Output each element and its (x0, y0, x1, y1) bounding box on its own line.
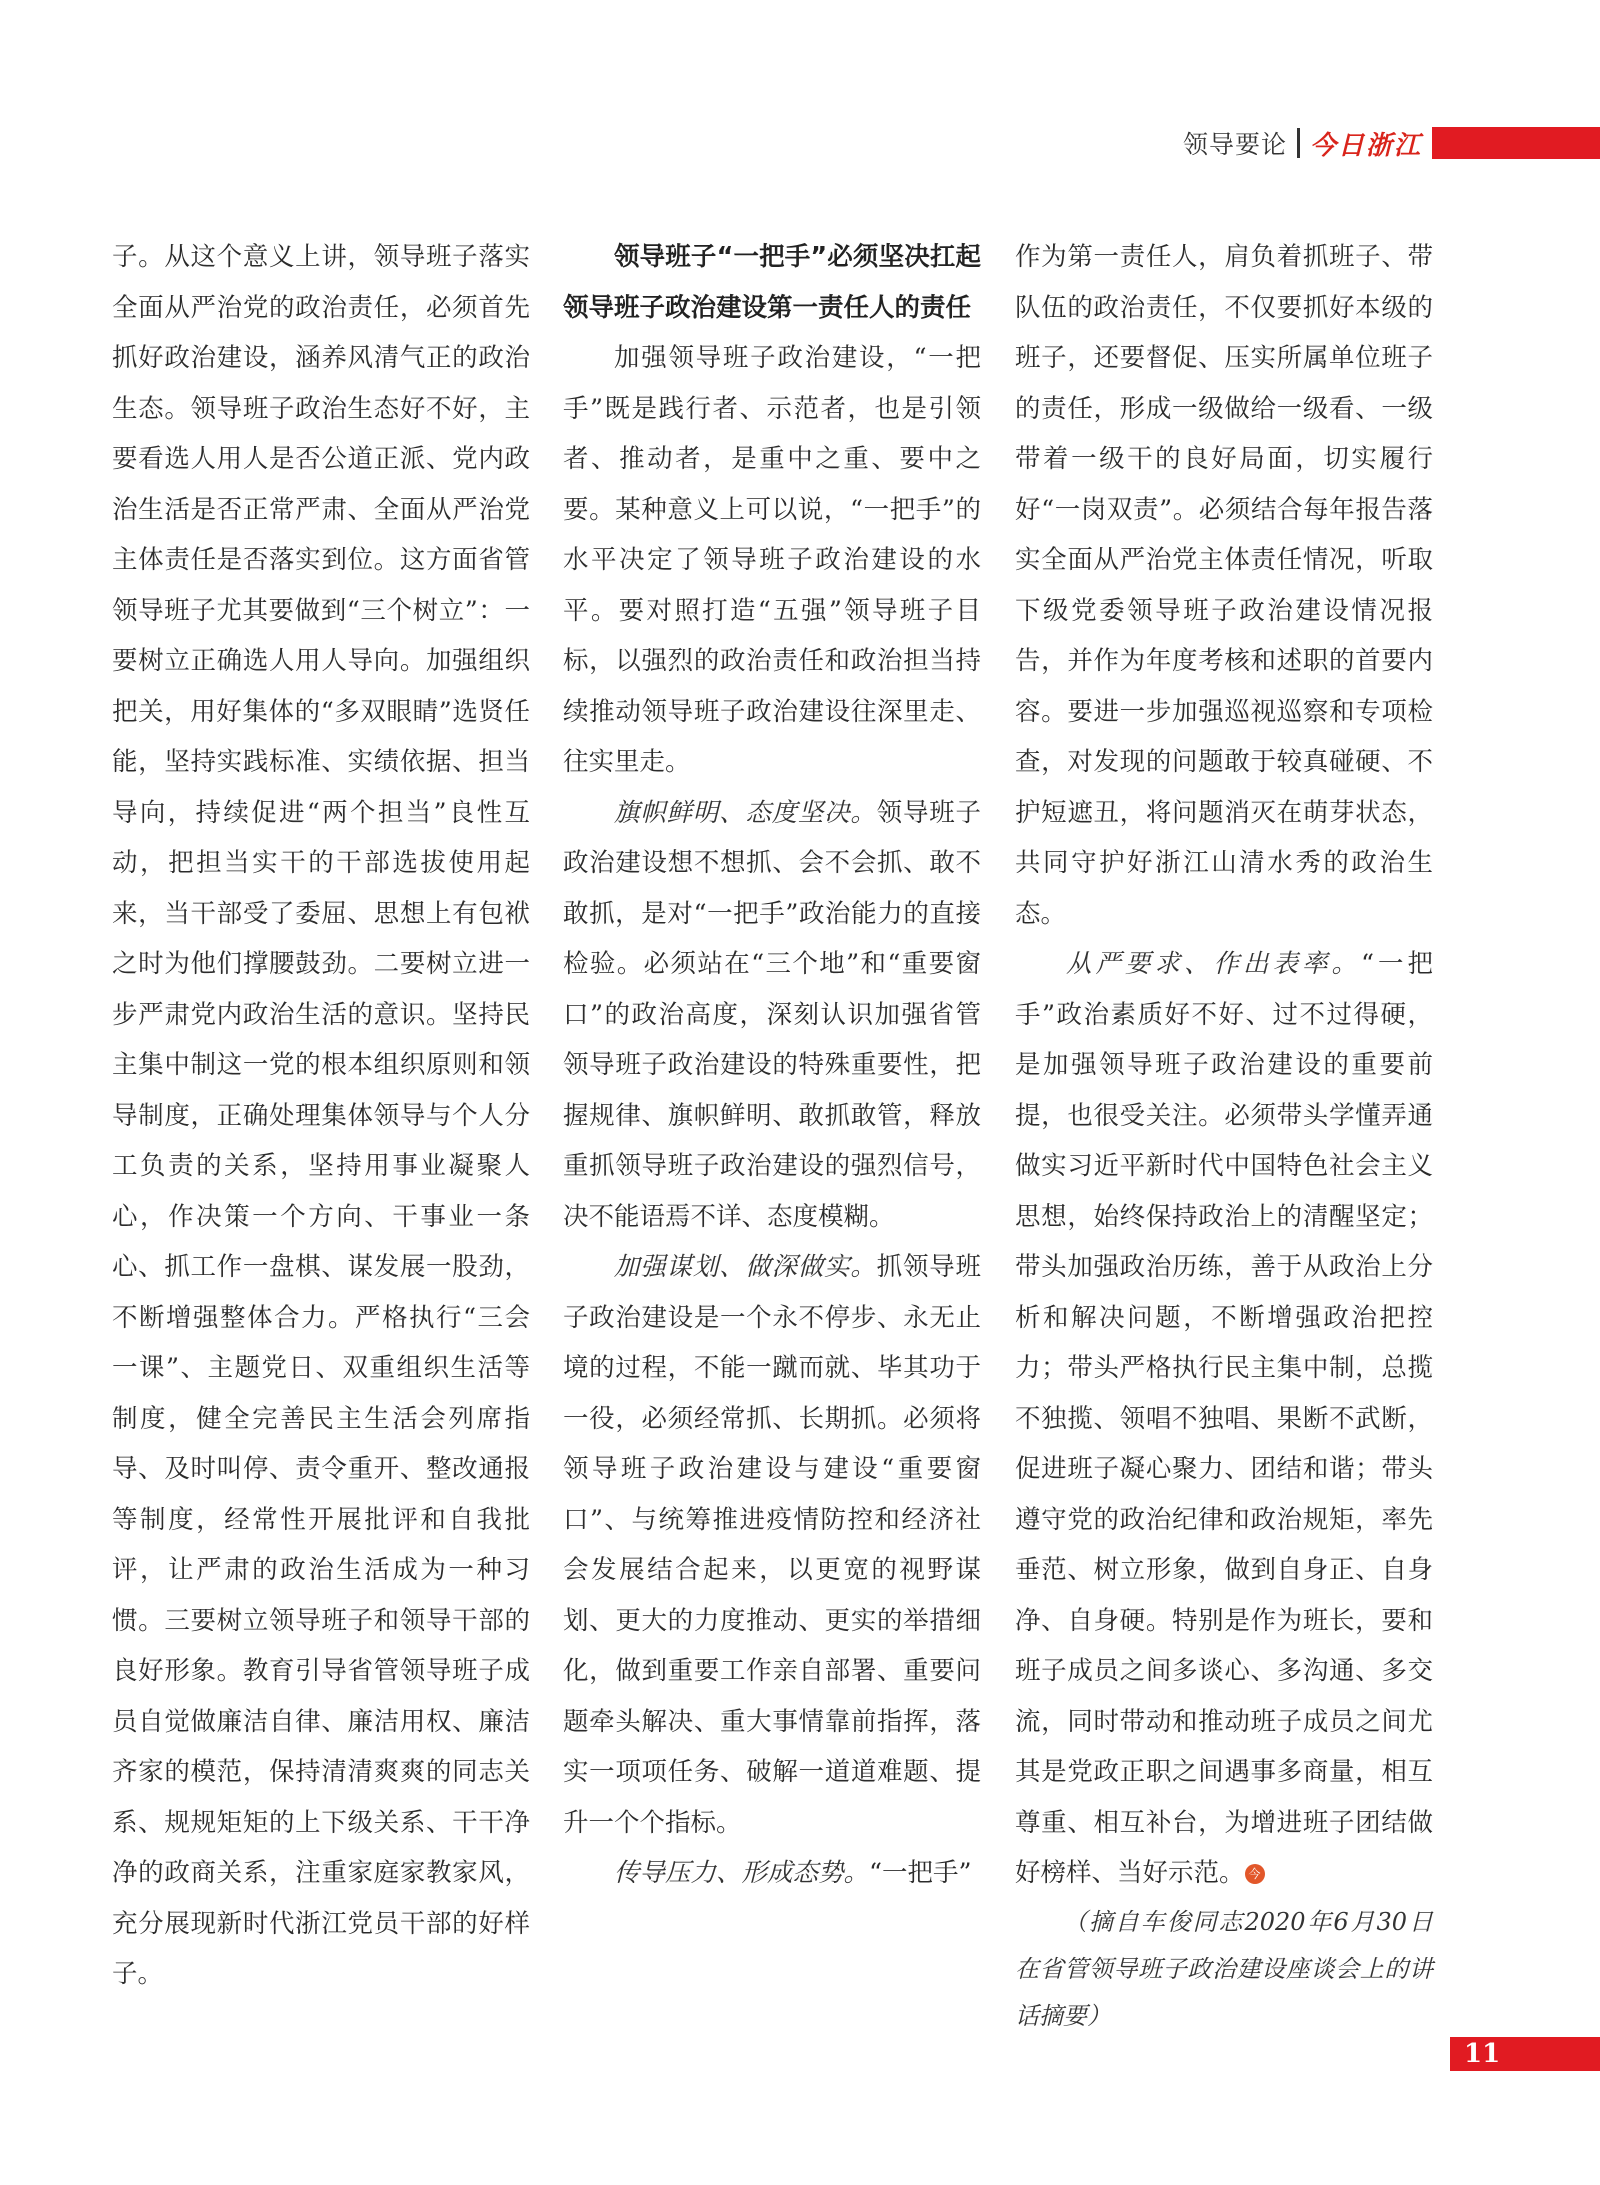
column-2 (563, 232, 981, 1899)
lead-phrase: 加强谋划、做深做实。 (614, 1252, 877, 1282)
section-label: 领导要论 (1182, 130, 1287, 159)
lead-phrase: 旗帜鲜明、态度坚决。 (614, 797, 877, 828)
header-divider (1297, 128, 1300, 158)
col2-paragraph-2 (563, 788, 981, 1243)
end-mark-icon: 今 (1245, 1864, 1265, 1884)
column-1 (112, 232, 530, 2000)
paragraph-body: 抓领导班子政治建设是一个永不停步、永无止境的过程，不能一蹴而就、毕其功于一役，必须经常抓、长期抓。必须将领导班子政治建设与建设“重要窗口”、与统筹推进疫情防控和经济社会发展结合起来，以更宽的视野谋划、更大的力度推动、更实的举措细化，做到重要工作亲自部署、重要问题牵头解决、重大事情靠前指挥，落实一项项任务、破解一道道难题、提升一个个指标。 (563, 1252, 981, 1838)
col2-paragraph-4 (563, 1848, 981, 1899)
col3-paragraph-2 (1015, 939, 1433, 1899)
col3-paragraph-1: 作为第一责任人，肩负着抓班子、带队伍的政治责任，不仅要抓好本级的班子，还要督促、压实所属单位班子的责任，形成一级做给一级看、一级带着一级干的良好局面，切实履行好“一岗双责”。必须结合每年报告落实全面从严治党主体责任情况，听取下级党委领导班子政治建设情况报告，并作为年度考核和述职的首要内容。要进一步加强巡视巡察和专项检查，对发现的问题敢于较真碰硬、不护短遮丑，将问题消灭在萌芽状态，共同守护好浙江山清水秀的政治生态。 (1015, 242, 1433, 929)
section-heading: 领导班子“一把手”必须坚决扛起领导班子政治建设第一责任人的责任 (563, 242, 981, 323)
col2-paragraph-3 (563, 1242, 981, 1848)
col2-paragraph-1: 加强领导班子政治建设，“一把手”既是践行者、示范者，也是引领者、推动者，是重中之重、要中之要。某种意义上可以说，“一把手”的水平决定了领导班子政治建设的水平。要对照打造“五强”领导班子目标，以强烈的政治责任和政治担当持续推动领导班子政治建设往深里走、往实里走。 (563, 343, 981, 777)
page-number: 11 (1450, 2037, 1600, 2071)
lead-phrase: 传导压力、形成态势。 (614, 1858, 870, 1888)
paragraph-body: 领导班子政治建设想不想抓、会不会抓、敢不敢抓，是对“一把手”政治能力的直接检验。必须站在“三个地”和“重要窗口”的政治高度，深刻认识加强省管领导班子政治建设的特殊重要性，把握规律、旗帜鲜明、敢抓敢管，释放重抓领导班子政治建设的强烈信号，决不能语焉不详、态度模糊。 (563, 797, 981, 1232)
page-header (1180, 126, 1600, 160)
column-3 (1015, 232, 1433, 2040)
masthead-logo: 今日浙江 (1309, 130, 1422, 161)
paragraph-body: “一把手”政治素质好不好、过不过得硬，是加强领导班子政治建设的重要前提，也很受关注。必须带头学懂弄通做实习近平新时代中国特色社会主义思想，始终保持政治上的清醒坚定；带头加强政治历练，善于从政治上分析和解决问题，不断增强政治把控力；带头严格执行民主集中制，总揽不独揽、领唱不独唱、果断不武断，促进班子凝心聚力、团结和谐；带头遵守党的政治纪律和政治规矩，率先垂范、树立形象，做到自身正、自身净、自身硬。特别是作为班长，要和班子成员之间多谈心、多沟通、多交流，同时带动和推动班子成员之间尤其是党政正职之间遇事多商量，相互尊重、相互补台，为增进班子团结做好榜样、当好示范。 (1015, 949, 1433, 1888)
header-red-bar (1432, 127, 1600, 159)
col1-paragraph: 子。从这个意义上讲，领导班子落实全面从严治党的政治责任，必须首先抓好政治建设，涵养风清气正的政治生态。领导班子政治生态好不好，主要看选人用人是否公道正派、党内政治生活是否正常严肃、全面从严治党主体责任是否落实到位。这方面省管领导班子尤其要做到“三个树立”：一要树立正确选人用人导向。加强组织把关，用好集体的“多双眼睛”选贤任能，坚持实践标准、实绩依据、担当导向，持续促进“两个担当”良性互动，把担当实干的干部选拔使用起来，当干部受了委屈、思想上有包袱之时为他们撑腰鼓劲。二要树立进一步严肃党内政治生活的意识。坚持民主集中制这一党的根本组织原则和领导制度，正确处理集体领导与个人分工负责的关系，坚持用事业凝聚人心，作决策一个方向、干事业一条心、抓工作一盘棋、谋发展一股劲，不断增强整体合力。严格执行“三会一课”、主题党日、双重组织生活等制度，健全完善民主生活会列席指导、及时叫停、责令重开、整改通报等制度，经常性开展批评和自我批评，让严肃的政治生活成为一种习惯。三要树立领导班子和领导干部的良好形象。教育引导省管领导班子成员自觉做廉洁自律、廉洁用权、廉洁齐家的模范，保持清清爽爽的同志关系、规规矩矩的上下级关系、干干净净的政商关系，注重家庭家教家风，充分展现新时代浙江党员干部的好样子。 (112, 242, 530, 1989)
paragraph-body: “一把手” (869, 1858, 972, 1888)
lead-phrase: 从严要求、作出表率。 (1066, 949, 1361, 979)
source-note: （摘自车俊同志2020年6月30日在省管领导班子政治建设座谈会上的讲话摘要） (1015, 1907, 1433, 2030)
